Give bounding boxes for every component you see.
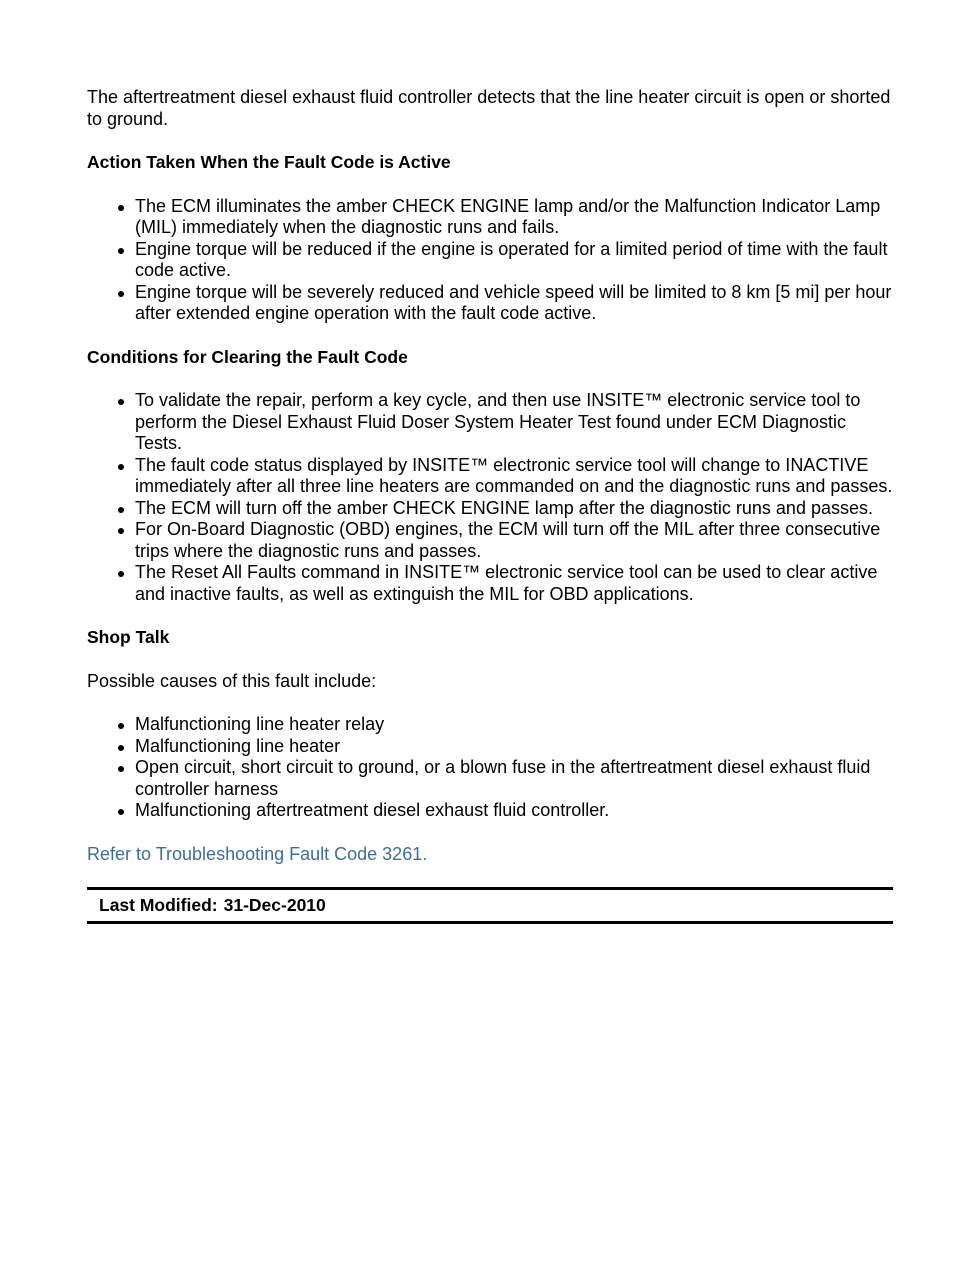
last-modified-footer [87, 887, 893, 924]
fault-description: The aftertreatment diesel exhaust fluid controller detects that the line heater circuit is open or shorted to ground. [87, 87, 891, 129]
list-item: For On-Board Diagnostic (OBD) engines, the ECM will turn off the MIL after three consecutive trips where the diagnostic runs and passes. [135, 519, 893, 562]
list-item: Malfunctioning line heater relay [135, 714, 893, 736]
action-heading: Action Taken When the Fault Code is Active [87, 152, 451, 172]
list-item: Engine torque will be reduced if the engine is operated for a limited period of time with the fault code active. [135, 239, 893, 282]
list-item: Open circuit, short circuit to ground, or a blown fuse in the aftertreatment diesel exhaust fluid controller harness [135, 757, 893, 800]
last-modified-date: 31-Dec-2010 [223, 895, 326, 915]
list-item: The ECM will turn off the amber CHECK ENGINE lamp after the diagnostic runs and passes. [135, 498, 893, 520]
causes-intro: Possible causes of this fault include: [87, 670, 377, 691]
action-list [87, 196, 893, 325]
list-item: Engine torque will be severely reduced and vehicle speed will be limited to 8 km [5 mi] per hour after extended engine operation with the fault code active. [135, 281, 892, 323]
list-item: Malfunctioning line heater [135, 736, 893, 758]
list-item: The fault code status displayed by INSITE™ electronic service tool will change to INACTIVE immediately after all three line heaters are commanded on and the diagnostic runs and passes. [135, 454, 893, 496]
list-item: The ECM illuminates the amber CHECK ENGINE lamp and/or the Malfunction Indicator Lamp (MIL) immediately when the diagnostic runs and fails. [135, 196, 893, 239]
troubleshooting-link[interactable]: Refer to Troubleshooting Fault Code 3261. [87, 843, 428, 864]
clearing-heading: Conditions for Clearing the Fault Code [87, 346, 408, 367]
document-page [87, 87, 893, 924]
shop-talk-heading: Shop Talk [87, 627, 170, 647]
causes-list [87, 714, 893, 822]
last-modified-label: Last Modified: [99, 895, 218, 915]
list-item: Malfunctioning aftertreatment diesel exhaust fluid controller. [135, 800, 893, 822]
list-item: The Reset All Faults command in INSITE™ electronic service tool can be used to clear active and inactive faults, as well as extinguish the MIL for OBD applications. [135, 562, 893, 605]
list-item: To validate the repair, perform a key cycle, and then use INSITE™ electronic service tool to perform the Diesel Exhaust Fluid Doser System Heater Test found under ECM Diagnostic Tests. [135, 390, 893, 455]
clearing-list [87, 390, 893, 605]
